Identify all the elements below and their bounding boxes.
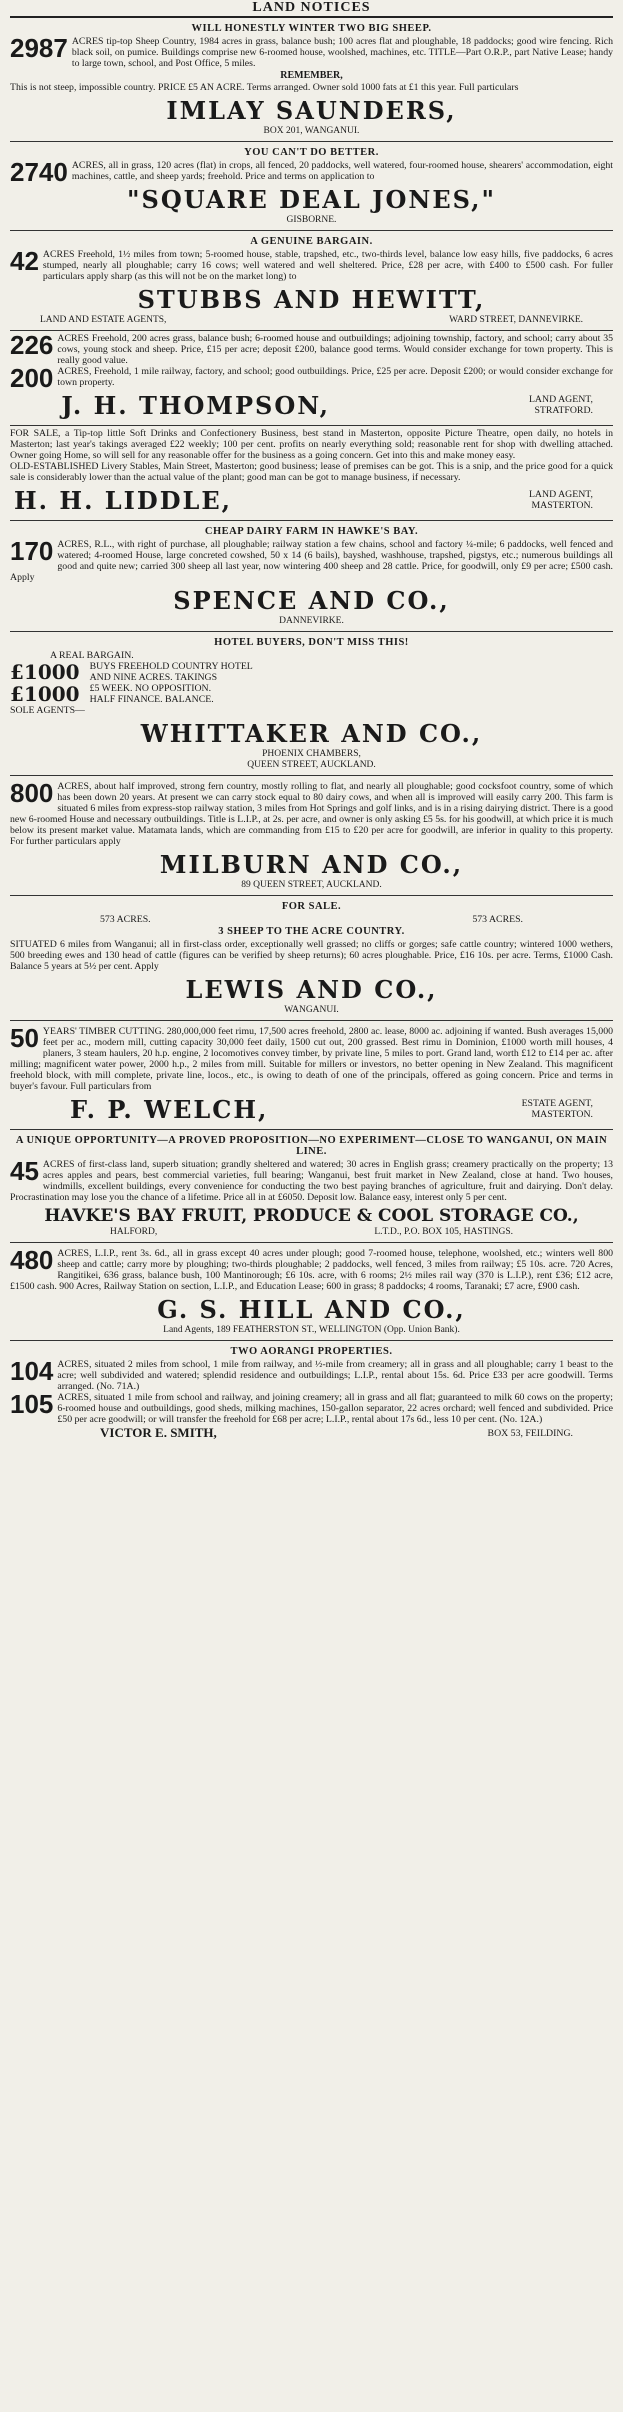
ad-spence-co <box>10 521 613 632</box>
ad-headline: A GENUINE BARGAIN. <box>250 236 373 247</box>
advertiser-address: BOX 53, FEILDING. <box>487 1427 573 1439</box>
price-1-line-b: AND NINE ACRES. TAKINGS <box>89 672 218 683</box>
ad-headline: FOR SALE. <box>281 901 342 912</box>
bargain-label: A REAL BARGAIN. <box>50 650 134 661</box>
ad-text-2: ACRES, Freehold, 1 mile railway, factory, and school; good outbuildings. Price, £25 per acre. Deposit £200; or would consider exchange for town property. <box>57 366 613 388</box>
price-1-line-a: BUYS FREEHOLD COUNTRY HOTEL <box>89 661 253 672</box>
advertiser-address: STRATFORD. <box>534 404 593 416</box>
ref-number-2: (No. 12A.) <box>499 1414 543 1425</box>
ad-subheadline: 3 SHEEP TO THE ACRE COUNTRY. <box>218 926 405 937</box>
ad-gs-hill <box>10 1243 613 1341</box>
ad-milburn-co <box>10 776 613 896</box>
acreage-number-2: 200 <box>10 363 54 393</box>
ad-headline: WILL HONESTLY WINTER TWO BIG SHEEP. <box>191 23 432 34</box>
advertiser-name: J. H. THOMPSON, <box>61 391 331 420</box>
acreage-number: 104 <box>10 1356 54 1386</box>
advertiser-address: 89 QUEEN STREET, AUCKLAND. <box>241 880 382 890</box>
acreage-number: 170 <box>10 536 54 566</box>
agent-type: LAND AGENT, <box>528 393 593 405</box>
advertiser-address: BOX 201, WANGANUI. <box>263 126 360 136</box>
ad-victor-smith <box>10 1341 613 1445</box>
ad-text: ACRES Freehold, 1½ miles from town; 5-roomed house, stable, trapshed, etc., two-thirds level, balance low easy hills, five paddocks, 6 acres stumped, nearly all ploughable; carry 16 cows; well watered and well sheltered. Price, £28 per acre, with £400 to £500 cash. For fuller particulars apply sharp (as this will not be on the market long) to <box>42 249 613 282</box>
ad-hh-liddle <box>10 426 613 521</box>
advertiser-address: DANNEVIRKE. <box>279 616 344 626</box>
price-1: £1000 <box>10 660 80 684</box>
advertiser-address-2: QUEEN STREET, AUCKLAND. <box>247 760 376 770</box>
land-notices-page <box>8 0 615 1445</box>
advertiser-address: WARD STREET, DANNEVIRKE. <box>449 315 583 325</box>
ad-text: ACRES, all in grass, 120 acres (flat) in crops, all fenced, 20 paddocks, well watered, four-roomed house, shearers' accommodation, eight machines, cattle, and sheep yards; freehold. Price and terms on application to <box>71 160 613 182</box>
acreage-number: 2740 <box>10 157 68 187</box>
acreage-number: 2987 <box>10 33 68 63</box>
ad-hawkes-bay-fruit <box>10 1130 613 1243</box>
advertiser-name: G. S. HILL AND CO., <box>157 1295 466 1324</box>
advertiser-address: Land Agents, 189 FEATHERSTON ST., WELLINGTON (Opp. Union Bank). <box>163 1325 460 1335</box>
advertiser-name: SPENCE AND CO., <box>173 586 450 615</box>
advertiser-address: MASTERTON. <box>531 1108 593 1120</box>
price-2-line-a: £5 WEEK. NO OPPOSITION. <box>89 683 212 694</box>
agent-type: HALFORD, <box>110 1227 158 1237</box>
advertiser-name: STUBBS AND HEWITT, <box>137 285 486 314</box>
price-2-line-b: HALF FINANCE. BALANCE. <box>89 694 214 705</box>
ad-text: ACRES tip-top Sheep Country, 1984 acres in grass, balance bush; 100 acres flat and ploughable, 18 paddocks; good wire fencing. Rich black soil, on pumice. Buildings comprise new 6-roomed house, woolshed, machines, etc. TITLE—Part O.R.P., part Native Lease; handy to large town, school, and Post Office, 5 miles. <box>71 36 613 69</box>
ad-imlay-saunders <box>10 18 613 142</box>
ad-headline: TWO AORANGI PROPERTIES. <box>230 1346 393 1357</box>
remember-label: REMEMBER, <box>280 70 343 81</box>
ad-headline: YOU CAN'T DO BETTER. <box>244 147 379 158</box>
acreage-number-2: 105 <box>10 1389 54 1419</box>
ad-text: ACRES, L.I.P., rent 3s. 6d., all in grass except 40 acres under plough; good 7-roomed house, telephone, woolshed, etc.; winters well 800 sheep and cattle; carry more by ploughing; two-thirds ploughable; 2 paddocks, well fenced, 3 miles from railway; £5 10s. acre. 720 Acres, Rangitikei, 636 grass, balance bush, 100 Mantinorough; £6 10s. acre, with 6 rooms; 2½ miles rail way (370 is L.I.P.), rent £36; £12 acre, £1500 cash. 900 Acres, Railway Station on section, L.I.P., and Education Lease; 600 in grass; 8 paddocks; 4 rooms, Taranaki; £7 acre, £900 cash. <box>10 1248 613 1292</box>
ad-text: ACRES, R.L., with right of purchase, all ploughable; railway station a few chains, school and factory ¼-mile; 6 paddocks, well fenced and watered; 4-roomed House, large concreted cowshed, 50 x 14 (6 bails), bayshed, washhouse, trapshed, pigstys, etc.; numerous buildings all good and quite new; carried 300 sheep all last year, now wintering 400 sheep and 28 cattle. Price, for goodwill, only £9 per acre; £500 cash. Apply <box>10 539 613 583</box>
ad-headline: HOTEL BUYERS, DON'T MISS THIS! <box>214 637 409 648</box>
ad-text: ACRES, situated 2 miles from school, 1 mile from railway, and ½-mile from creamery; all in grass and all ploughable; carry 1 beast to the acre; well subdivided and watered; splendid residence and outbuildings; L.I.P., rental about 15s. 6d. Price £33 per acre goodwill. Terms arranged. <box>57 1359 613 1392</box>
ad-tail-text: This is not steep, impossible country. PRICE £5 AN ACRE. Terms arranged. Owner sold 1000 fats at £1 this year. Full particulars <box>10 82 519 93</box>
acreage-left: 573 ACRES. <box>100 914 151 925</box>
acreage-number: 480 <box>10 1245 54 1275</box>
ad-square-deal-jones <box>10 142 613 231</box>
agent-type: LAND AND ESTATE AGENTS, <box>40 315 167 325</box>
ad-text: YEARS' TIMBER CUTTING. 280,000,000 feet rimu, 17,500 acres freehold, 2800 ac. lease, 8000 ac. adjoining if wanted. Bush averages 15,000 feet per ac., modern mill, cutting capacity 30,000 feet daily, 1500 cut out, 200 grassed. Best rimu in Dominion, £1000 worth mill houses, 4 planers, 3 steam haulers, 20 h.p. engine, 2 locomotives convey timber, by private line, 5 miles to port. Grand land, worth £12 to £14 per ac. after milling; magnificent water power, 2000 h.p., 2 miles from mill. Suitable for millers or investors, no better opening in New Zealand. This magnificent freehold block, with mill complete, private line, locos., etc., is owing to death of one of the principals, offered as going concern. Price and terms in buyer's favour. Full particulars from <box>10 1026 613 1092</box>
acreage-number: 226 <box>10 330 54 360</box>
advertiser-address: L.T.D., P.O. BOX 105, HASTINGS. <box>374 1227 513 1237</box>
years-number: 50 <box>10 1023 39 1053</box>
ad-text: SITUATED 6 miles from Wanganui; all in first-class order, exceptionally well grassed; no cliffs or gorges; safe cattle country; wintered 1000 wethers, 500 breeding ewes and 130 head of cattle (figures can be verified by sheep returns); 60 acres ploughable. Price, £16 10s. per acre. Terms, £1000 Cash. Balance 5 years at 5½ per cent. Apply <box>10 939 613 972</box>
ad-whittaker-co <box>10 632 613 776</box>
acreage-number: 42 <box>10 246 39 276</box>
ad-text: ACRES of first-class land, superb situation; grandly sheltered and watered; 30 acres in English grass; creamery practically on the property; 13 acres apples and pears, best commercial varieties, full bearing; Wanganui, best fruit market in New Zealand, close at hand. Two houses, windmills, excellent buildings, every convenience for conducting the two best paying branches of agriculture, fruit and dairying. Don't delay. Procrastination may lose you the chance of a lifetime. Price all in at £6050. Deposit low. Balance easy, interest only 5 per cent. <box>10 1159 613 1203</box>
acreage-number: 45 <box>10 1156 39 1186</box>
ad-headline: A UNIQUE OPPORTUNITY—A PROVED PROPOSITION—NO EXPERIMENT—CLOSE TO WANGANUI, ON MAIN LINE. <box>15 1135 608 1157</box>
advertiser-address: MASTERTON. <box>531 499 593 511</box>
acreage-number: 800 <box>10 778 54 808</box>
advertiser-address-1: PHOENIX CHAMBERS, <box>262 749 361 759</box>
ad-lewis-co <box>10 896 613 1021</box>
advertiser-name: F. P. WELCH, <box>70 1095 269 1124</box>
advertiser-name: VICTOR E. SMITH, <box>100 1425 217 1440</box>
agent-type: LAND AGENT, <box>528 488 593 500</box>
ad-text-2: OLD-ESTABLISHED Livery Stables, Main Street, Masterton; good business; lease of premises can be got. This is a snip, and the price good for a quick sale is considerably lower than the actual value of the plant; good man can be got to manage business, if necessary. <box>10 461 613 483</box>
ad-text: ACRES Freehold, 200 acres grass, balance bush; 6-roomed house and outbuildings; adjoining township, factory, and school; carry about 35 cows, young stock and sheep. Price, £15 per acre; deposit £200, balance good terms. Would consider exchange for town property. This is really good value. <box>57 333 613 366</box>
ad-jh-thompson <box>10 331 613 426</box>
advertiser-address: GISBORNE. <box>286 215 337 225</box>
advertiser-name: WHITTAKER AND CO., <box>140 719 483 748</box>
advertiser-name: "SQUARE DEAL JONES," <box>127 185 496 214</box>
ad-text-2: ACRES, situated 1 mile from school and railway, and joining creamery; all in grass and all flat; guaranteed to milk 60 cows on the property; 6-roomed house and outbuildings, good sheds, milking machines, 150-gallon separator, 22 acres orchard; well fenced and subdivided. Price £50 per acre goodwill; or will transfer the freehold for £68 per acre; L.I.P., rental about 17s 6d., less 10 per cent. <box>57 1392 613 1425</box>
sole-agents-label: SOLE AGENTS— <box>10 705 85 716</box>
ad-headline: CHEAP DAIRY FARM IN HAWKE'S BAY. <box>204 526 419 537</box>
acreage-right: 573 ACRES. <box>472 914 523 925</box>
ad-text: FOR SALE, a Tip-top little Soft Drinks and Confectionery Business, best stand in Masterton, opposite Picture Theatre, open daily, no hotels in Masterton; last year's takings averaged £22 weekly; 100 per cent. profits on nearly everything sold; reasonable rent for shop with dwelling attached. Owner going Home, so will sell for any reasonable offer for the business as a going concern. Get into this and make money easy. <box>10 428 613 461</box>
advertiser-address: WANGANUI. <box>284 1005 339 1015</box>
advertiser-name: IMLAY SAUNDERS, <box>166 96 457 125</box>
advertiser-name: H. H. LIDDLE, <box>14 486 233 515</box>
advertiser-name: MILBURN AND CO., <box>159 850 464 879</box>
ref-number-1: (No. 71A.) <box>96 1381 140 1392</box>
section-header: LAND NOTICES <box>10 0 613 18</box>
advertiser-name: HAVKE'S BAY FRUIT, PRODUCE & COOL STORAGE CO., <box>44 1206 579 1226</box>
advertiser-name: LEWIS AND CO., <box>185 975 438 1004</box>
ad-fp-welch <box>10 1021 613 1130</box>
ad-stubbs-hewitt <box>10 231 613 331</box>
ad-text: ACRES, about half improved, strong fern country, mostly rolling to flat, and nearly all ploughable; good cocksfoot country, some of which has been down 20 years. At present we can carry stock equal to 80 dairy cows, and when all is improved will easily carry 200. This farm is situated 6 miles from express-stop railway station, 3 miles from Hot Springs and golf links, and is in a rising dairying district. There is a good new 6-roomed House and necessary outbuildings. Title is L.I.P., at 2s. per acre, and owner is only asking £5 5s. for his goodwill, at which price it is much below its present market value. Matamata lands, which are commanding from £15 to £20 per acre for goodwill, are inferior in quality to this property. For further particulars apply <box>10 781 613 847</box>
price-2: £1000 <box>10 682 80 706</box>
agent-type: ESTATE AGENT, <box>521 1097 593 1109</box>
